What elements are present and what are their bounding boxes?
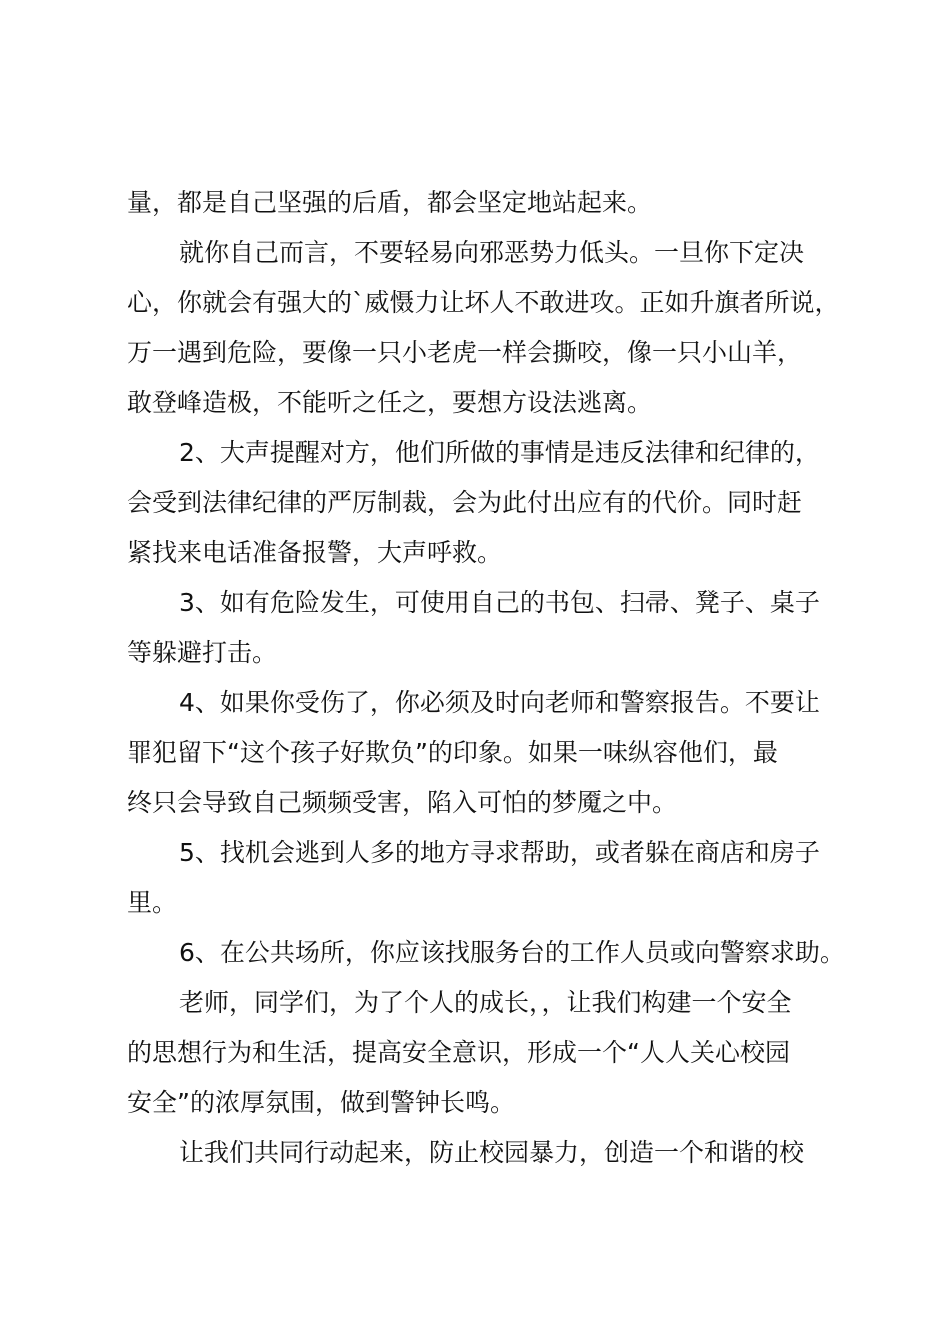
text-line: 万一遇到危险，要像一只小老虎一样会撕咬，像一只小山羊，	[127, 338, 803, 367]
text-line: 就你自己而言，不要轻易向邪恶势力低头。一旦你下定决	[179, 238, 805, 267]
text-line: 量，都是自己坚强的后盾，都会坚定地站起来。	[127, 188, 653, 217]
text-line: 敢登峰造极，不能听之任之，要想方设法逃离。	[127, 388, 653, 417]
text-line: 终只会导致自己频频受害，陷入可怕的梦魇之中。	[127, 788, 678, 817]
document-body	[127, 178, 845, 1178]
text-line: 安全”的浓厚氛围，做到警钟长鸣。	[127, 1088, 515, 1117]
text-line: 让我们共同行动起来，防止校园暴力，创造一个和谐的校	[179, 1138, 805, 1167]
text-line: 等躲避打击。	[127, 638, 278, 667]
text-line: 2、大声提醒对方，他们所做的事情是违反法律和纪律的，	[179, 438, 820, 467]
text-line: 的思想行为和生活，提高安全意识，形成一个“人人关心校园	[127, 1038, 790, 1067]
text-line: 4、如果你受伤了，你必须及时向老师和警察报告。不要让	[179, 688, 820, 717]
text-line: 罪犯留下“这个孩子好欺负”的印象。如果一味纵容他们，最	[127, 738, 778, 767]
text-line: 3、如有危险发生，可使用自己的书包、扫帚、凳子、桌子	[179, 588, 820, 617]
text-line: 紧找来电话准备报警，大声呼救。	[127, 538, 503, 567]
text-line: 6、在公共场所，你应该找服务台的工作人员或向警察求助。	[179, 938, 845, 967]
text-line: 心，你就会有强大的`威慑力让坏人不敢进攻。正如升旗者所说，	[127, 288, 840, 317]
text-line: 5、找机会逃到人多的地方寻求帮助，或者躲在商店和房子	[179, 838, 820, 867]
text-line: 里。	[127, 888, 178, 917]
text-line: 老师，同学们，为了个人的成长，，让我们构建一个安全	[179, 988, 792, 1017]
text-line: 会受到法律纪律的严厉制裁，会为此付出应有的代价。同时赶	[127, 488, 803, 517]
